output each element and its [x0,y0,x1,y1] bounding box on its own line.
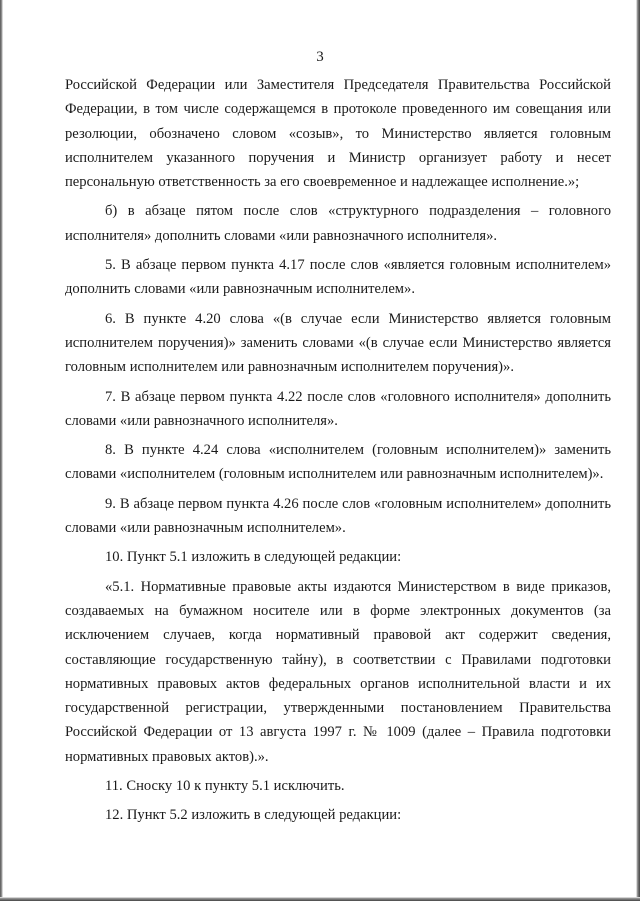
scan-edge-right [636,0,640,901]
paragraph-item-12: 12. Пункт 5.2 изложить в следующей редакции: [105,807,402,824]
scan-edge-left [0,0,3,901]
paragraph-item-6: 6. В пункте 4.20 слова «(в случае если Министерство является головным исполнителем поручения)» заменить словами «(в случае если Министерство является головным исполнителем или равнозначным исполнителем поручения)». [65,310,611,376]
paragraph-item-9: 9. В абзаце первом пункта 4.26 после слов «головным исполнителем» дополнить словами «или равнозначным исполнителем». [65,495,611,537]
document-body [65,73,611,833]
page-number: 3 [316,49,324,65]
paragraph-item-10: 10. Пункт 5.1 изложить в следующей редакции: [105,549,402,566]
paragraph-item-5: 5. В абзаце первом пункта 4.17 после слов «является головным исполнителем» дополнить словами «или равнозначным исполнителем». [65,257,611,298]
paragraph-quote-5-1: «5.1. Нормативные правовые акты издаются Министерством в виде приказов, создаваемых на бумажном носителе или в форме электронных документов (за исключением случаев, когда нормативный правовой акт содержит сведения, составляющие государственную тайну), в соответствии с Правилами подготовки нормативных правовых актов федеральных органов исполнительной власти и их государственной регистрации, утвержденными постановлением Правительства Российской Федерации от 13 августа 1997 г. № 1009 (далее – Правила подготовки нормативных правовых актов).». [65,578,611,765]
paragraph-item-11: 11. Сноску 10 к пункту 5.1 исключить. [105,778,345,795]
paragraph-item-7: 7. В абзаце первом пункта 4.22 после слов «головного исполнителя» дополнить словами «или равнозначного исполнителя». [65,388,611,429]
scan-edge-bottom [0,897,640,901]
paragraph-item-b: б) в абзаце пятом после слов «структурного подразделения – головного исполнителя» дополнить словами «или равнозначного исполнителя». [65,203,611,244]
paragraph-item-8: 8. В пункте 4.24 слова «исполнителем (головным исполнителем)» заменить словами «исполнителем (головным исполнителем или равнозначным исполнителем)». [65,442,611,483]
paragraph-continuation: Российской Федерации или Заместителя Председателя Правительства Российской Федерации, в том числе содержащемся в протоколе проведенного им совещания или резолюции, обозначено словом «созыв», то Министерство является головным исполнителем указанного поручения и Министр организует работу и несет персональную ответственность за его своевременное и надлежащее исполнение.»; [65,77,611,191]
